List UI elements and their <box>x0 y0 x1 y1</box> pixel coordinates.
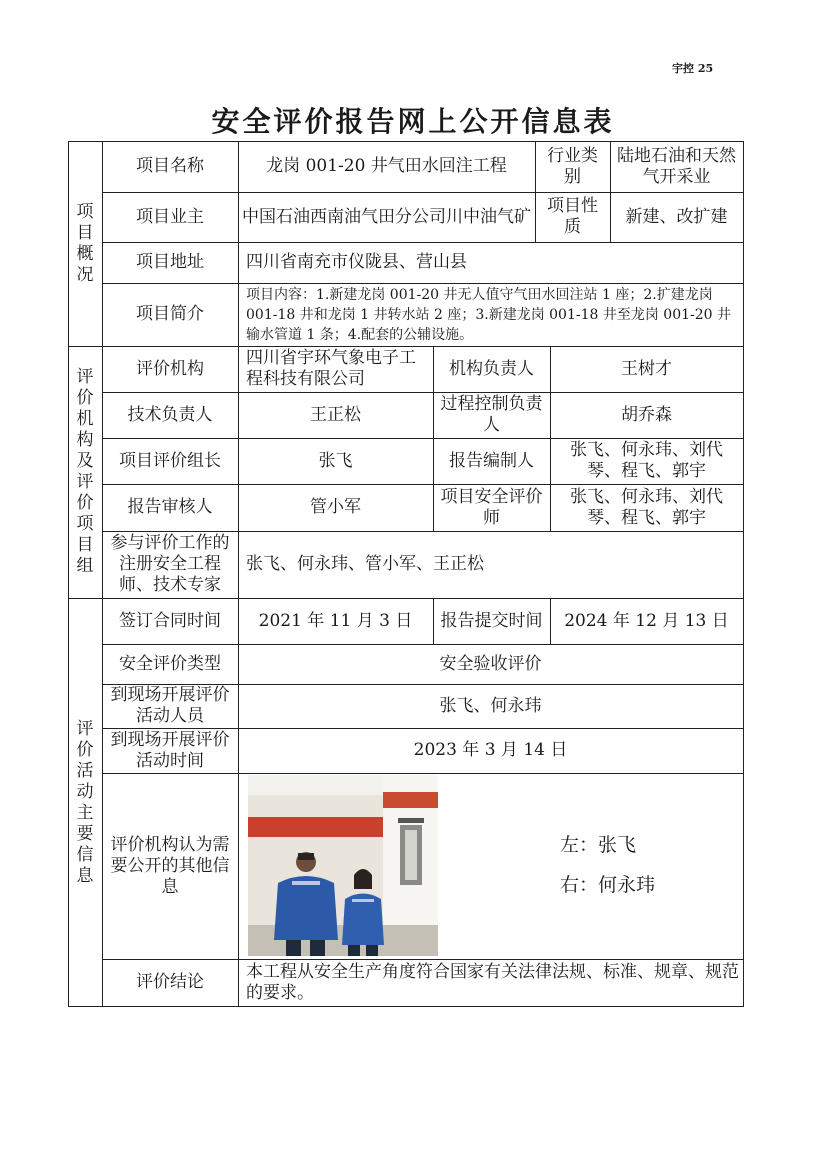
contract-date-label: 签订合同时间 <box>119 610 221 631</box>
agency-label: 评价机构 <box>136 358 204 379</box>
process-head-label: 过程控制负责人 <box>440 394 543 435</box>
project-name-label: 项目名称 <box>136 156 204 176</box>
team-leader-value: 张飞 <box>318 450 353 471</box>
tech-head-label: 技术负责人 <box>127 404 213 425</box>
submit-date-label: 报告提交时间 <box>440 610 543 631</box>
conclusion-value: 本工程从安全生产角度符合国家有关法律法规、标准、规章、规范的要求。 <box>246 961 739 1003</box>
project-nature-value: 新建、改扩建 <box>625 206 728 227</box>
agency-head-value: 王树才 <box>621 358 672 379</box>
project-address-value: 四川省南充市仪陇县、营山县 <box>246 252 467 272</box>
photo-caption-left: 左：张飞 <box>560 834 637 856</box>
experts-value: 张飞、何永玮、管小军、王正松 <box>246 554 484 574</box>
team-leader-label: 项目评价组长 <box>119 450 221 471</box>
site-photo <box>248 775 438 956</box>
assessor-value: 张飞、何永玮、刘代琴、程飞、郭宇 <box>570 486 723 528</box>
experts-label: 参与评价工作的注册安全工程师、技术专家 <box>110 533 230 595</box>
process-head-value: 胡乔森 <box>621 404 672 425</box>
agency-value: 四川省宇环气象电子工程科技有限公司 <box>246 348 416 389</box>
section-activity: 评价活动主要信息 <box>76 718 94 886</box>
project-brief-label: 项目简介 <box>136 304 204 324</box>
tech-head-value: 王正松 <box>310 404 361 425</box>
other-info-label: 评价机构认为需要公开的其他信息 <box>110 834 230 897</box>
industry-label: 行业类别 <box>547 145 598 187</box>
project-address-label: 项目地址 <box>136 252 204 272</box>
site-time-label: 到现场开展评价活动时间 <box>110 729 230 771</box>
faint-stamp-mark <box>484 814 524 832</box>
page-title: 安全评价报告网上公开信息表 <box>211 105 615 138</box>
project-nature-label: 项目性质 <box>547 196 598 237</box>
conclusion-label: 评价结论 <box>136 972 204 992</box>
submit-date-value: 2024 年 12 月 13 日 <box>564 610 729 631</box>
site-time-value: 2023 年 3 月 14 日 <box>413 740 568 760</box>
project-owner-value: 中国石油西南油气田分公司川中油气矿 <box>242 206 531 227</box>
project-name-value: 龙岗 001-20 井气田水回注工程 <box>266 156 507 176</box>
reviewer-value: 管小军 <box>310 497 361 517</box>
section-org: 评价机构及评价项目组 <box>76 367 94 576</box>
industry-value: 陆地石油和天然气开采业 <box>617 145 736 187</box>
assessor-label: 项目安全评价师 <box>440 486 543 528</box>
agency-head-label: 机构负责人 <box>449 358 534 379</box>
photo-caption-right: 右：何永玮 <box>560 874 656 896</box>
section-overview: 项目概况 <box>76 201 94 285</box>
site-photo-illustration <box>248 775 438 956</box>
contract-date-value: 2021 年 11 月 3 日 <box>258 610 413 631</box>
project-owner-label: 项目业主 <box>136 206 204 227</box>
site-staff-value: 张飞、何永玮 <box>439 695 542 716</box>
report-writer-label: 报告编制人 <box>449 450 534 471</box>
report-writer-value: 张飞、何永玮、刘代琴、程飞、郭宇 <box>570 440 723 481</box>
eval-type-value: 安全验收评价 <box>439 653 542 674</box>
document-code: 宇控 25 <box>672 62 714 75</box>
eval-type-label: 安全评价类型 <box>119 653 221 674</box>
site-staff-label: 到现场开展评价活动人员 <box>110 685 230 726</box>
project-brief-value: 项目内容：1.新建龙岗 001-20 井无人值守气田水回注站 1 座；2.扩建龙岗 001-18 井和龙岗 1 井转水站 2 座；3.新建龙岗 001-18 井至龙岗 001-20 井输水管道 1 条；4.配套的公辅设施。 <box>246 286 732 343</box>
reviewer-label: 报告审核人 <box>127 497 213 517</box>
